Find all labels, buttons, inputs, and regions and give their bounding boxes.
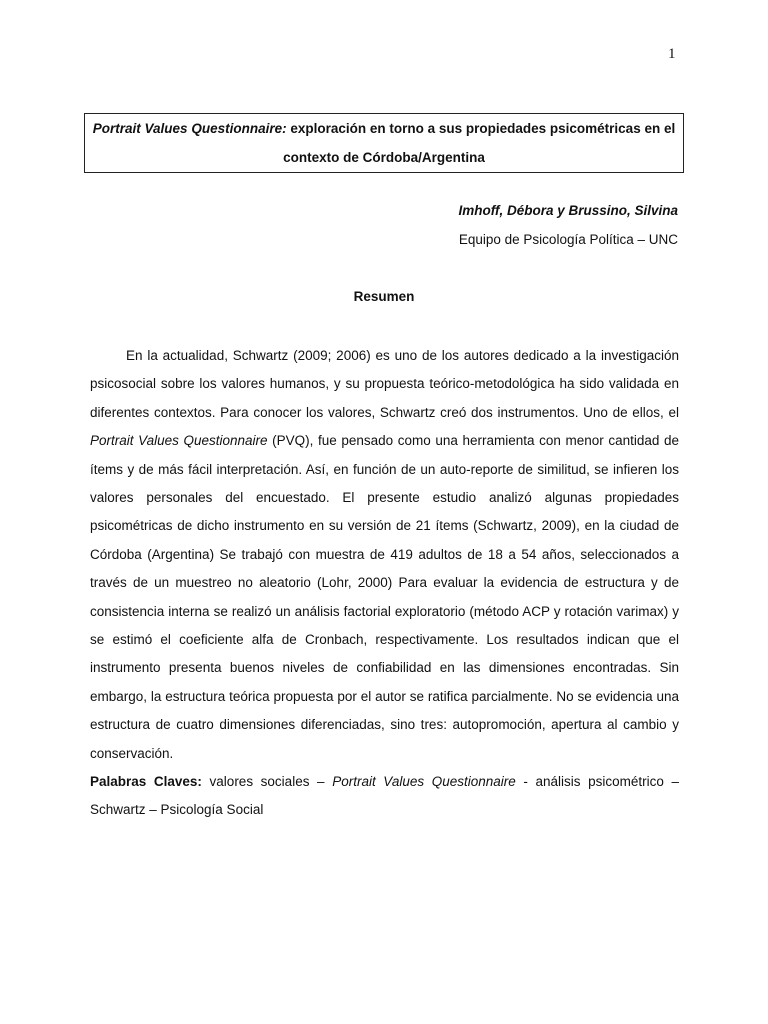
authors: Imhoff, Débora y Brussino, Silvina bbox=[458, 203, 678, 218]
abstract-italic: Portrait Values Questionnaire bbox=[90, 433, 268, 449]
keywords-italic: Portrait Values Questionnaire bbox=[332, 774, 516, 789]
keywords-label: Palabras Claves: bbox=[90, 774, 202, 789]
keywords-part-2: - análisis psicométrico – Schwartz – Psicología Social bbox=[90, 774, 679, 818]
abstract-paragraph bbox=[90, 342, 679, 768]
abstract-part-2: (PVQ), fue pensado como una herramienta con menor cantidad de ítems y de más fácil interpretación. Así, en función de un auto-reporte de similitud, se infieren los valores personales del encuestado. El presente estudio analizó algunas propiedades psicométricas de dicho instrumento en su versión de 21 ítems (Schwartz, 2009), en la ciudad de Córdoba (Argentina) Se trabajó con muestra de 419 adultos de 18 a 54 años, seleccionados a través de un muestreo no aleatorio (Lohr, 2000) Para evaluar la evidencia de estructura y de consistencia interna se realizó un análisis factorial exploratorio (método ACP y rotación varimax) y se estimó el coeficiente alfa de Cronbach, respectivamente. Los resultados indican que el instrumento presenta buenos niveles de confiabilidad en las dimensiones encontradas. Sin embargo, la estructura teórica propuesta por el autor se ratifica parcialmente. No se evidencia una estructura de cuatro dimensiones diferenciadas, sino tres: autopromoción, apertura al cambio y conservación. bbox=[90, 433, 680, 761]
keywords-paragraph bbox=[90, 768, 679, 825]
page-number: 1 bbox=[668, 46, 676, 62]
title-line-1-rest: exploración en torno a sus propiedades psicométricas en el bbox=[286, 121, 676, 136]
title-line-1 bbox=[85, 114, 683, 143]
title-italic: Portrait Values Questionnaire: bbox=[92, 121, 287, 136]
affiliation: Equipo de Psicología Política – UNC bbox=[458, 232, 678, 247]
keywords-part-1: valores sociales – bbox=[201, 774, 333, 789]
section-title-resumen: Resumen bbox=[353, 289, 415, 304]
title-line-2: contexto de Córdoba/Argentina bbox=[283, 150, 485, 165]
paper-title-box bbox=[84, 113, 684, 173]
abstract-part-1: En la actualidad, Schwartz (2009; 2006) es uno de los autores dedicado a la investigación psicosocial sobre los valores humanos, y su propuesta teórico-metodológica ha sido validada en diferentes contextos. Para conocer los valores, Schwartz creó dos instrumentos. Uno de ellos, el bbox=[90, 348, 679, 420]
